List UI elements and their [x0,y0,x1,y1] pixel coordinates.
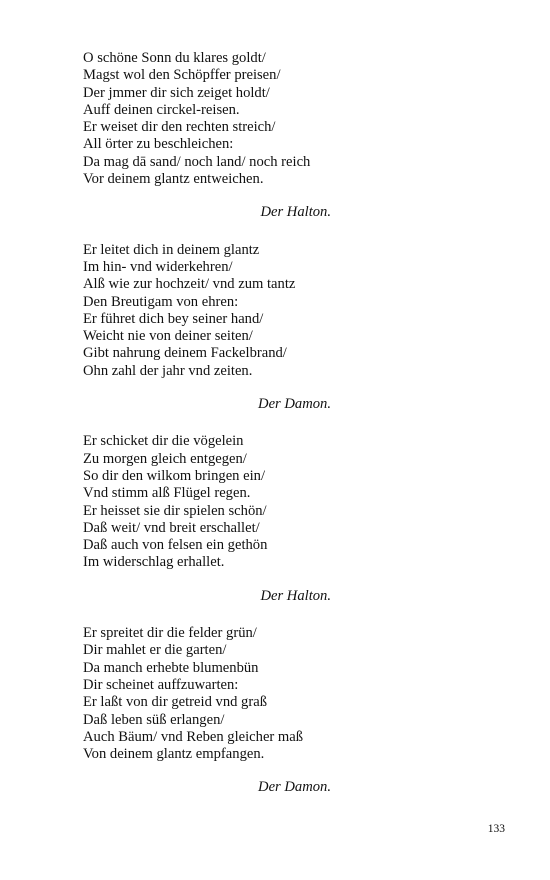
verse-line: Daß auch von felsen ein gethön [83,537,268,554]
verse-line: So dir den wilkom bringen ein/ [83,467,265,484]
verse-line: O schöne Sonn du klares goldt/ [83,50,266,66]
stanza-3 [83,433,343,625]
verse-line: Ohn zahl der jahr vnd zeiten. [83,362,253,379]
verse-line: Er schicket dir die vögelein [83,433,244,450]
verse-line: Dir mahlet er die garten/ [83,642,227,659]
verse-line: Vor deinem glantz entweichen. [83,171,264,188]
verse-line: Auch Bäum/ vnd Reben gleicher maß [83,728,304,745]
speaker-heading: Der Halton. [260,204,331,221]
verse-line: Da mag dā sand/ noch land/ noch reich [83,153,311,170]
verse-line: Er weiset dir den rechten streich/ [83,119,276,136]
verse-line: Zu morgen gleich entgegen/ [83,450,247,467]
page-number: 133 [487,823,505,835]
verse-line: Weicht nie von deiner seiten/ [83,328,253,345]
speaker-heading: Der Halton. [260,587,331,604]
verse-line: Dir scheinet auffzuwarten: [83,676,239,693]
stanza-1 [83,50,343,242]
verse-line: Von deinem glantz empfangen. [83,746,265,763]
verse-line: Daß leben süß erlangen/ [83,711,225,728]
verse-line: Im hin- vnd widerkehren/ [83,258,233,275]
verse-line: Vnd stimm alß Flügel regen. [83,485,251,502]
verse-line: Im widerschlag erhallet. [83,554,225,571]
verse-line: Magst wol den Schöpffer preisen/ [83,67,281,84]
verse-line: Gibt nahrung deinem Fackelbrand/ [83,345,287,362]
stanza-4 [83,625,343,797]
verse-line: Er laßt von dir getreid vnd graß [83,694,267,711]
verse-line: Daß weit/ vnd breit erschallet/ [83,519,260,536]
verse-line: Da manch erhebte blumenbün [83,659,259,676]
verse-line: Er leitet dich in deinem glantz [83,241,260,258]
speaker-heading: Der Damon. [258,396,331,413]
verse-line: Alß wie zur hochzeit/ vnd zum tantz [83,276,296,293]
speaker-heading: Der Damon. [258,779,331,796]
verse-line: All örter zu beschleichen: [83,136,234,153]
verse-line: Er spreitet dir die felder grün/ [83,625,257,642]
poem-text [83,50,343,797]
verse-line: Er heisset sie dir spielen schön/ [83,502,267,519]
verse-line: Den Breutigam von ehren: [83,293,239,310]
stanza-2 [83,242,343,434]
verse-line: Er führet dich bey seiner hand/ [83,310,264,327]
verse-line: Der jmmer dir sich zeiget holdt/ [83,84,270,101]
verse-line: Auff deinen circkel-reisen. [83,101,240,118]
